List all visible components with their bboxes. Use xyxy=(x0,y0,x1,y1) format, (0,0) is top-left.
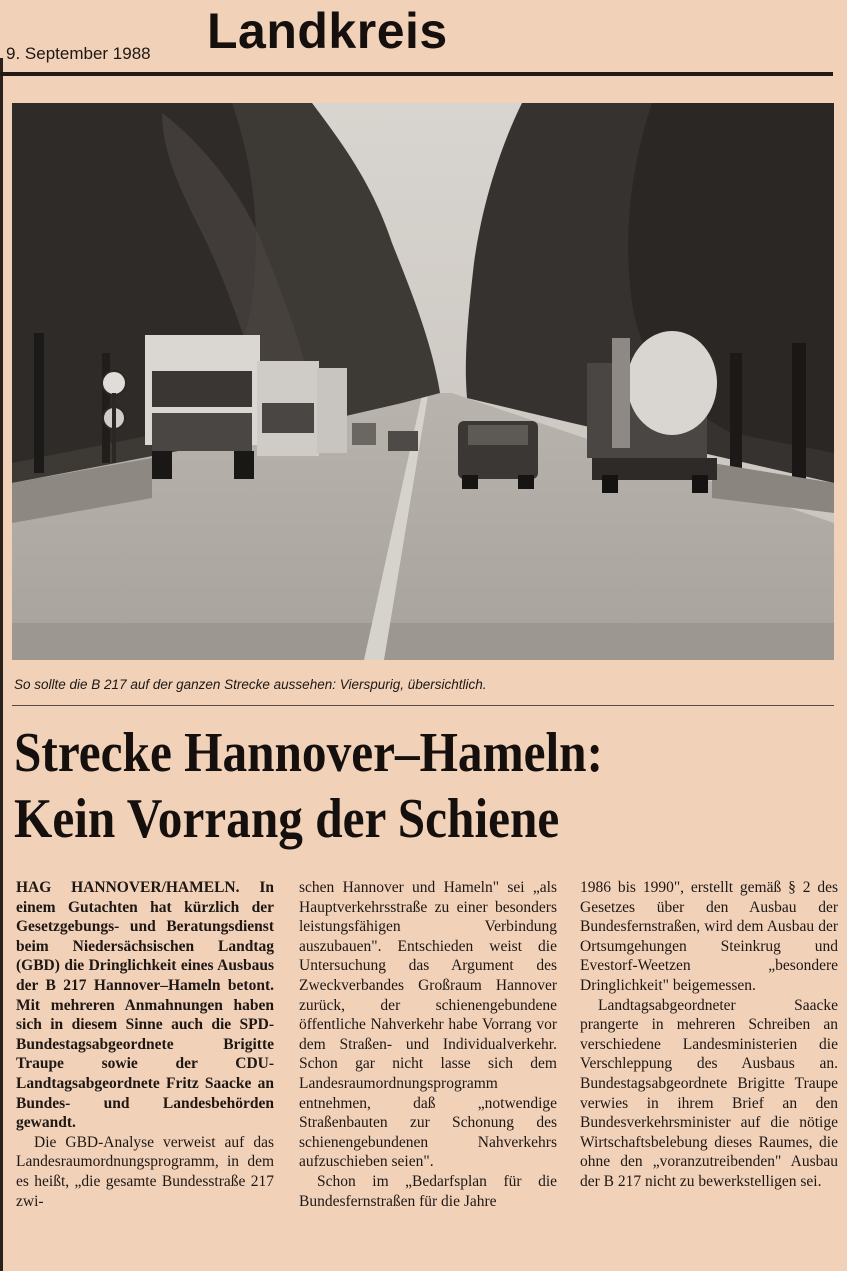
left-column-rule xyxy=(0,58,3,1271)
article-paragraph: schen Hannover und Hameln" sei „als Hauptverkehrsstraße zu einer besonders leistungsfähigen Verbindung auszubauen". Entschieden weist die Untersuchung das Argument des Zweckverbandes Großraum Hannover zurück, der schienengebundene öffentliche Nahverkehr habe Vorrang vor dem Straßen- und Individualverkehr. Schon gar nicht lasse sich dem Landesraumordnungsprogramm entnehmen, daß „notwendige Straßenbauten zur Schonung des schienengebundenen Nahverkehrs aufzuschieben seien". xyxy=(299,879,557,1171)
section-title: Landkreis xyxy=(207,3,448,59)
article-paragraph: Landtagsabgeordneter Saacke prangerte in mehreren Schreiben an verschiedene Landesministerien die Verschleppung des Ausbaus an. Bundestagsabgeordnete Brigitte Traupe verwies in ihrem Brief an den Bundesverkehrsminister auf die nötige Wirtschaftsbelebung dieses Raumes, die ohne den „voranzutreibenden" Ausbau der B 217 nicht zu bewerkstelligen sei. xyxy=(580,996,838,1190)
article-column-3 xyxy=(580,878,838,1263)
headline-line-1: Strecke Hannover–Hameln: xyxy=(14,722,604,784)
article-paragraph: Schon im „Bedarfsplan für die Bundesfernstraßen für die Jahre xyxy=(299,1172,557,1210)
headline-line-2: Kein Vorrang der Schiene xyxy=(14,788,560,850)
article-column-2 xyxy=(299,878,557,1263)
masthead-rule xyxy=(0,72,833,76)
article-paragraph: Die GBD-Analyse verweist auf das Landesraumordnungsprogramm, in dem es heißt, „die gesamte Bundesstraße 217 zwi- xyxy=(16,1133,274,1210)
photo-caption: So sollte die B 217 auf der ganzen Strecke aussehen: Vierspurig, übersichtlich. xyxy=(14,677,487,692)
masthead xyxy=(0,0,847,82)
article-lead: HAG HANNOVER/HAMELN. In einem Gutachten hat kürzlich der Gesetzgebungs- und Beratungsdienst beim Niedersächsischen Landtag (GBD) die Dringlichkeit eines Ausbaus der B 217 Hannover–Hameln betont. Mit mehreren Anmahnungen haben sich in diesem Sinne auch die SPD-Bundestagsabgeordnete Brigitte Traupe sowie der CDU-Landtagsabgeordnete Fritz Saacke an Bundes- und Landesbehörden gewandt. xyxy=(16,879,274,1132)
issue-date: 9. September 1988 xyxy=(6,44,151,63)
article-headline xyxy=(14,720,744,852)
article-column-1 xyxy=(16,878,274,1263)
article-paragraph: 1986 bis 1990", erstellt gemäß § 2 des Gesetzes über den Ausbau der Bundesfernstraßen, wird dem Ausbau der Ortsumgehungen Steinkrug und Evestorf-Weetzen „besondere Dringlichkeit" beigemessen. xyxy=(580,879,838,994)
road-photo xyxy=(12,103,834,660)
caption-rule xyxy=(12,705,834,706)
